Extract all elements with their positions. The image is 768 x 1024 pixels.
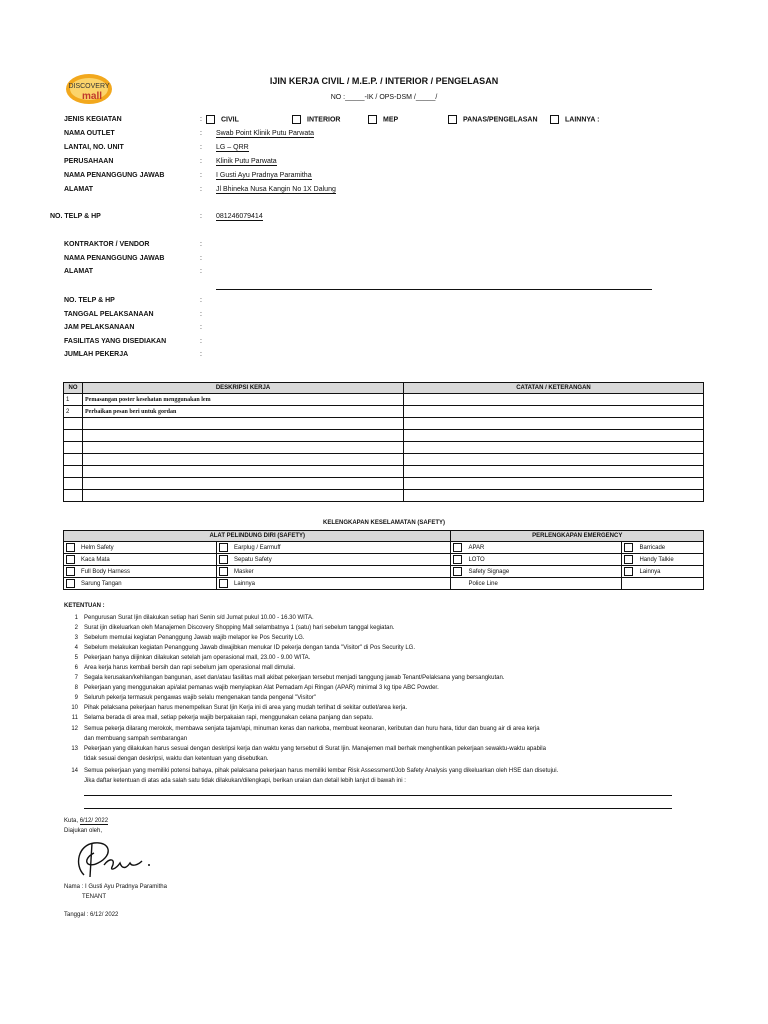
checkbox-lainnya-emergency[interactable] [624, 567, 633, 576]
checkbox-civil[interactable] [206, 115, 215, 124]
field-label: FASILITAS YANG DISEDIAKAN [64, 338, 167, 345]
rule-item: 14 Semua pekerjaan yang memiliki potensi bahaya, pihak pelaksana pekerjaan harus memiliki lembar Risk Assessment/Job Safety Analysis yang dikeluarkan oleh HSE dan disetujui. [71, 768, 559, 774]
rule-item: 10 Pihak pelaksana pekerjaan harus menempelkan Surat Ijin Kerja ini di area yang mudah terlihat di sekitar outlet/area kerja. [71, 705, 408, 711]
table-row [64, 466, 704, 478]
address-line[interactable] [216, 289, 652, 290]
apd-header: ALAT PELINDUNG DIRI (SAFETY) [64, 531, 451, 542]
form-title: IJIN KERJA CIVIL / M.E.P. / INTERIOR / PENGELASAN [269, 76, 499, 86]
rule-item: dan membuang sampah sembarangan [84, 736, 188, 742]
field-label: NAMA PENANGGUNG JAWAB [64, 172, 165, 179]
option-lainnya[interactable]: LAINNYA : [550, 115, 599, 124]
rule-item: 8 Pekerjaan yang menggunakan api/alat pemanas wajib menyiapkan Alat Pemadam Api Ringan (APAR) minimal 3 kg tipe ABC Powder. [74, 685, 439, 691]
rule-item: 7 Segala kerusakan/kehilangan bangunan, aset dan/atau fasilitas mall akibat pekerjaan tersebut menjadi tanggung jawab Tenant/Pelaksana yang bersangkutan. [74, 675, 505, 681]
signature [64, 835, 174, 883]
tanggal: Tanggal : 6/12/ 2022 [64, 912, 119, 918]
field-value-phone[interactable]: 081246079414 [216, 213, 263, 220]
field-label: ALAMAT [64, 268, 94, 275]
field-label: KONTRAKTOR / VENDOR [64, 241, 150, 248]
checkbox-masker[interactable] [219, 567, 228, 576]
ketentuan-title: KETENTUAN : [64, 603, 105, 609]
checkbox-apar[interactable] [453, 543, 462, 552]
table-row: 1 Pemasangan poster kesehatan menggunakan lem [64, 394, 704, 406]
checkbox-kacamata[interactable] [66, 555, 75, 564]
work-table [63, 382, 704, 502]
form-number: NO :_____-IK / OPS-DSM /_____/ [330, 94, 438, 101]
rule-item: 1 Pengurusan Surat Ijin dilakukan setiap hari Senin s/d Jumat pukul 10.00 - 16.30 WITA. [74, 615, 314, 621]
field-value-address[interactable]: Jl Bhineka Nusa Kangin No 1X Dalung [216, 186, 336, 193]
checkbox-panas[interactable] [448, 115, 457, 124]
checkbox-sarung[interactable] [66, 579, 75, 588]
option-civil[interactable]: CIVIL [206, 115, 239, 124]
rule-item: tidak sesuai dengan deskripsi, waktu dan ketentuan yang disebutkan. [84, 756, 269, 762]
checkbox-barricade[interactable] [624, 543, 633, 552]
table-row [64, 490, 704, 502]
field-label: NAMA PENANGGUNG JAWAB [64, 255, 165, 262]
rule-item: 2 Surat ijin dikeluarkan oleh Manajemen Discovery Shopping Mall selambatnya 1 (satu) hari sebelum tanggal kegiatan. [74, 625, 395, 631]
checkbox-lainnya-apd[interactable] [219, 579, 228, 588]
checkbox-helm[interactable] [66, 543, 75, 552]
safety-title: KELENGKAPAN KESELAMATAN (SAFETY) [323, 520, 445, 526]
notes-line-2[interactable] [84, 808, 672, 809]
option-interior[interactable]: INTERIOR [292, 115, 340, 124]
rule-item: 9 Seluruh pekerja termasuk pengawas wajib selalu mengenakan tanda pengenal "Visitor" [74, 695, 316, 701]
checkbox-sepatu[interactable] [219, 555, 228, 564]
jenis-kegiatan-label: JENIS KEGIATAN [64, 116, 122, 123]
field-value-company[interactable]: Klinik Putu Parwata [216, 158, 277, 165]
field-value-unit[interactable]: LG – QRR [216, 144, 249, 151]
notes-line-1[interactable] [84, 795, 672, 796]
col-header-notes: CATATAN / KETERANGAN [404, 383, 704, 394]
rule-item: 4 Sebelum melakukan kegiatan Penanggung Jawab diwajibkan menukar ID pekerja dengan tanda "Visitor" di Pos Security LG. [74, 645, 416, 651]
submitted-by: Diajukan oleh, [64, 828, 103, 834]
col-header-desc: DESKRIPSI KERJA [83, 383, 404, 394]
rule-item: 6 Area kerja harus kembali bersih dan rapi sebelum jam operasional mall dimulai. [74, 665, 296, 671]
table-row [64, 478, 704, 490]
svg-text:mall: mall [81, 91, 103, 102]
table-row [64, 442, 704, 454]
option-mep[interactable]: MEP [368, 115, 398, 124]
table-row [64, 430, 704, 442]
field-label: TANGGAL PELAKSANAAN [64, 311, 154, 318]
rule-item: 12 Semua pekerja dilarang merokok, membawa senjata tajam/api, minuman keras dan narkoba, membuat keonaran, keributan dan huru hara, tidur dan buang air di area kerja [71, 726, 540, 732]
checkbox-harness[interactable] [66, 567, 75, 576]
field-label: LANTAI, NO. UNIT [64, 144, 124, 151]
table-row [64, 454, 704, 466]
col-header-no: NO [64, 383, 83, 394]
option-panas[interactable]: PANAS/PENGELASAN [448, 115, 538, 124]
field-label: ALAMAT [64, 186, 94, 193]
table-row [64, 418, 704, 430]
checkbox-lainnya[interactable] [550, 115, 559, 124]
field-label: JAM PELAKSANAAN [64, 324, 135, 331]
checkbox-interior[interactable] [292, 115, 301, 124]
field-value-outlet[interactable]: Swab Point Klinik Putu Parwata [216, 130, 315, 137]
field-label: NO. TELP & HP [50, 213, 101, 220]
place-date: Kuta, 6/12/ 2022 [64, 818, 109, 824]
checkbox-loto[interactable] [453, 555, 462, 564]
field-value-pic[interactable]: I Gusti Ayu Pradnya Paramitha [216, 172, 312, 179]
signer-role: TENANT [82, 894, 106, 900]
safety-table: ALAT PELINDUNG DIRI (SAFETY) PERLENGKAPAN EMERGENCY Helm Safety Earplug / Earmuff APAR Barricade Kaca Mata Sepatu Safety LOTO Handy Talkie Full Body Harness Masker Safety Signage Lainnya Sarung Tangan Lainnya Police Line [63, 530, 704, 590]
checkbox-earplug[interactable] [219, 543, 228, 552]
field-label: NO. TELP & HP [64, 297, 115, 304]
table-row: 2 Perbaikan pesan beri untuk gordan [64, 406, 704, 418]
rule-item: 3 Sebelum memulai kegiatan Penanggung Jawab wajib melapor ke Pos Security LG. [74, 635, 305, 641]
checkbox-handy-talkie[interactable] [624, 555, 633, 564]
rule-item: 11 Selama berada di area mall, setiap pekerja wajib berpakaian rapi, menggunakan celana panjang dan sepatu. [71, 715, 374, 721]
field-label: JUMLAH PEKERJA [64, 351, 129, 358]
emergency-header: PERLENGKAPAN EMERGENCY [451, 531, 704, 542]
svg-text:DISCOVERY: DISCOVERY [68, 83, 110, 90]
rule-item: 5 Pekerjaan hanya diijinkan dilakukan setelah jam operasional mall, 23.00 - 9.00 WITA. [74, 655, 311, 661]
signer-name: Nama : I Gusti Ayu Pradnya Paramitha [64, 884, 167, 890]
rule-item: Jika daftar ketentuan di atas ada salah satu tidak dilakukan/dilengkapi, berikan uraian dan detail lebih lanjut di bawah ini : [84, 778, 406, 784]
field-label: PERUSAHAAN [64, 158, 114, 165]
checkbox-signage[interactable] [453, 567, 462, 576]
field-label: NAMA OUTLET [64, 130, 115, 137]
rule-item: 13 Pekerjaan yang dilakukan harus sesuai dengan deskripsi kerja dan waktu yang tersebut di Surat Ijin. Manajemen mall berhak menghentikan pekerjaan sewaktu-waktu apabila [71, 746, 546, 752]
checkbox-mep[interactable] [368, 115, 377, 124]
